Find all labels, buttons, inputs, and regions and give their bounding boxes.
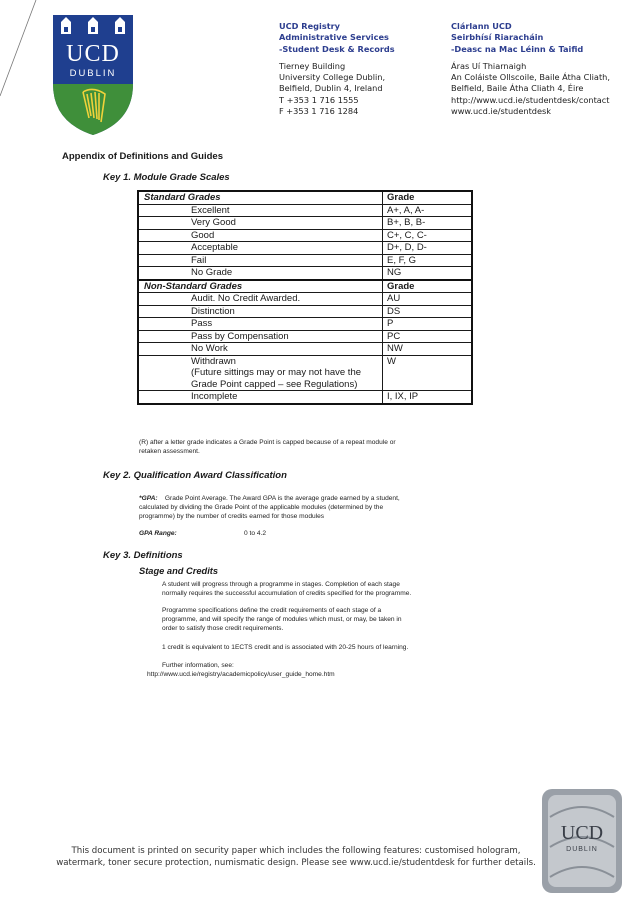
appendix-title: Appendix of Definitions and Guides: [62, 151, 223, 162]
note-line: (R) after a letter grade indicates a Grade Point is capped because of a repeat module or: [139, 439, 396, 446]
grade-name-note: (Future sittings may or may not have the: [191, 367, 362, 378]
grade-name: [138, 318, 383, 331]
table-row: [138, 391, 472, 404]
grade-name: [138, 242, 383, 255]
header-ga-website-link[interactable]: www.ucd.ie/studentdesk: [451, 106, 552, 117]
standard-header: Standard Grades: [138, 191, 383, 204]
grade-name: [138, 305, 383, 318]
header-ga-contact-link[interactable]: http://www.ucd.ie/studentdesk/contact: [451, 94, 610, 105]
table-row: [138, 242, 472, 255]
grade-name-text: Very Good: [191, 217, 236, 228]
repeat-grade-note: [139, 438, 449, 456]
logo-ucd-text: UCD: [66, 41, 120, 67]
table-row: [138, 355, 472, 391]
grade-name: [138, 229, 383, 242]
stage-credits-heading: Stage and Credits: [139, 566, 219, 576]
gpa-label: *GPA:: [139, 495, 158, 502]
footer-line: watermark, toner secure protection, numismatic design. Please see www.ucd.ie/studentdesk for further details.: [56, 857, 536, 868]
grade-name-text: No Work: [191, 343, 228, 354]
note-line: retaken assessment.: [139, 448, 200, 456]
para-line: A student will progress through a programme in stages. Completion of each stage: [162, 581, 400, 588]
grade-name: [138, 293, 383, 306]
table-row: [138, 293, 472, 306]
hologram-dublin-text: DUBLIN: [566, 846, 598, 853]
gpa-range-value: 0 to 4.2: [244, 530, 266, 537]
header-ga-org-1: Clárlann UCD: [451, 21, 512, 31]
grade-value: I, IX, IP: [383, 391, 473, 404]
header-ga-addr-3: Belfield, Baile Átha Cliath 4, Éire: [451, 83, 584, 94]
table-row: [138, 330, 472, 343]
table-row: [138, 267, 472, 280]
header-en-org-3: -Student Desk & Records: [279, 43, 395, 54]
para-line: order to satisfy those credit requirements.: [162, 625, 284, 633]
grade-value: C+, C, C-: [383, 229, 473, 242]
grade-name-text: Audit. No Credit Awarded.: [191, 293, 301, 304]
grade-value: D+, D, D-: [383, 242, 473, 255]
grade-name-note: Grade Point capped – see Regulations): [191, 378, 358, 390]
grade-value: AU: [383, 293, 473, 306]
header-ga-org-2: Seirbhísí Riaracháin: [451, 32, 544, 43]
grade-name: [138, 391, 383, 404]
key2-title: Key 2. Qualification Award Classification: [103, 470, 287, 481]
header-en-org-1: UCD Registry: [279, 21, 340, 31]
header-ga-addr-2: An Coláiste Ollscoile, Baile Átha Cliath,: [451, 72, 610, 83]
grade-value: NG: [383, 267, 473, 280]
grade-value: NW: [383, 343, 473, 356]
user-guide-link[interactable]: http://www.ucd.ie/registry/academicpolicy/user_guide_home.htm: [147, 671, 335, 679]
grade-header: Grade: [383, 191, 473, 204]
grade-name-text: Incomplete: [191, 391, 238, 402]
header-en-addr-3: Belfield, Dublin 4, Ireland: [279, 83, 383, 94]
programme-paragraph: [162, 606, 467, 634]
para-line: programme, and will specify the range of modules which must, or may, be taken in: [162, 616, 402, 624]
module-grade-scales-table: [137, 190, 473, 405]
grade-value: A+, A, A-: [383, 204, 473, 217]
section-header-row: [138, 191, 472, 204]
further-info: [147, 661, 467, 679]
grade-value: P: [383, 318, 473, 331]
table-row: [138, 305, 472, 318]
grade-name-text: Excellent: [191, 204, 230, 216]
hologram-ucd-text: UCD: [560, 822, 604, 844]
grade-name: [138, 330, 383, 343]
header-en-addr-1: Tierney Building: [279, 60, 346, 71]
grade-value: DS: [383, 305, 473, 318]
grade-name: [138, 267, 383, 280]
key1-title: Key 1. Module Grade Scales: [103, 172, 230, 183]
gpa-line: Grade Point Average. The Award GPA is the average grade earned by a student,: [164, 495, 400, 502]
nonstandard-header: Non-Standard Grades: [138, 280, 383, 293]
security-paper-footer: [56, 846, 536, 870]
gpa-range-label: GPA Range:: [139, 530, 177, 537]
header-ga-addr-1: Áras Uí Thiarnaigh: [451, 60, 527, 71]
header-en-fax: F +353 1 716 1284: [279, 106, 359, 117]
gpa-line: programme) by the number of credits earned for those modules: [139, 513, 325, 521]
gpa-range: [139, 529, 469, 538]
grade-value: PC: [383, 330, 473, 343]
security-hologram: [540, 787, 624, 895]
credit-paragraph: 1 credit is equivalent to 1ECTS credit and is associated with 20-25 hours of learning.: [162, 644, 409, 651]
table-row: [138, 343, 472, 356]
gpa-line: calculated by dividing the Grade Point of the applicable modules (determined by the: [139, 504, 384, 512]
table-row: [138, 254, 472, 267]
grade-name-text: Withdrawn: [191, 355, 236, 367]
grade-name: [138, 204, 383, 217]
grade-name-text: Distinction: [191, 305, 235, 317]
grade-value: B+, B, B-: [383, 217, 473, 230]
logo-dublin-text: DUBLIN: [69, 68, 117, 79]
key3-title: Key 3. Definitions: [103, 550, 183, 561]
grade-name-text: Pass by Compensation: [191, 330, 289, 342]
para-line: Programme specifications define the credit requirements of each stage of a: [162, 607, 382, 614]
table-row: [138, 318, 472, 331]
table-row: [138, 217, 472, 230]
grade-name-text: Pass: [191, 318, 213, 329]
grade-name-text: No Grade: [191, 267, 233, 278]
grade-header: Grade: [383, 280, 473, 293]
grade-name: [138, 355, 383, 391]
header-en-phone: T +353 1 716 1555: [279, 94, 359, 105]
table-row: [138, 229, 472, 242]
header-ga-org-3: -Deasc na Mac Léinn & Taifid: [451, 43, 584, 54]
grade-name-text: Acceptable: [191, 242, 239, 253]
gpa-definition: [139, 494, 469, 522]
grade-name-text: Fail: [191, 254, 207, 266]
header-en-addr-2: University College Dublin,: [279, 72, 386, 83]
grade-name: [138, 343, 383, 356]
section-header-row: [138, 280, 472, 293]
footer-line: This document is printed on security paper which includes the following features: customised hologram,: [71, 846, 521, 856]
para-line: normally requires the successful accumulation of credits specified for the programme.: [162, 590, 412, 598]
grade-value: W: [383, 355, 473, 391]
grade-name-text: Good: [191, 229, 215, 241]
further-info-label: Further information, see:: [162, 662, 234, 669]
table-row: [138, 204, 472, 217]
grade-name: [138, 254, 383, 267]
grade-value: E, F, G: [383, 254, 473, 267]
corner-fold-line: [0, 0, 40, 110]
header-irish-block: [451, 21, 636, 117]
grade-name: [138, 217, 383, 230]
ucd-crest-logo: [52, 14, 134, 136]
header-english-block: [279, 21, 429, 117]
stage-paragraph: [162, 580, 467, 598]
header-en-org-2: Administrative Services: [279, 32, 389, 43]
